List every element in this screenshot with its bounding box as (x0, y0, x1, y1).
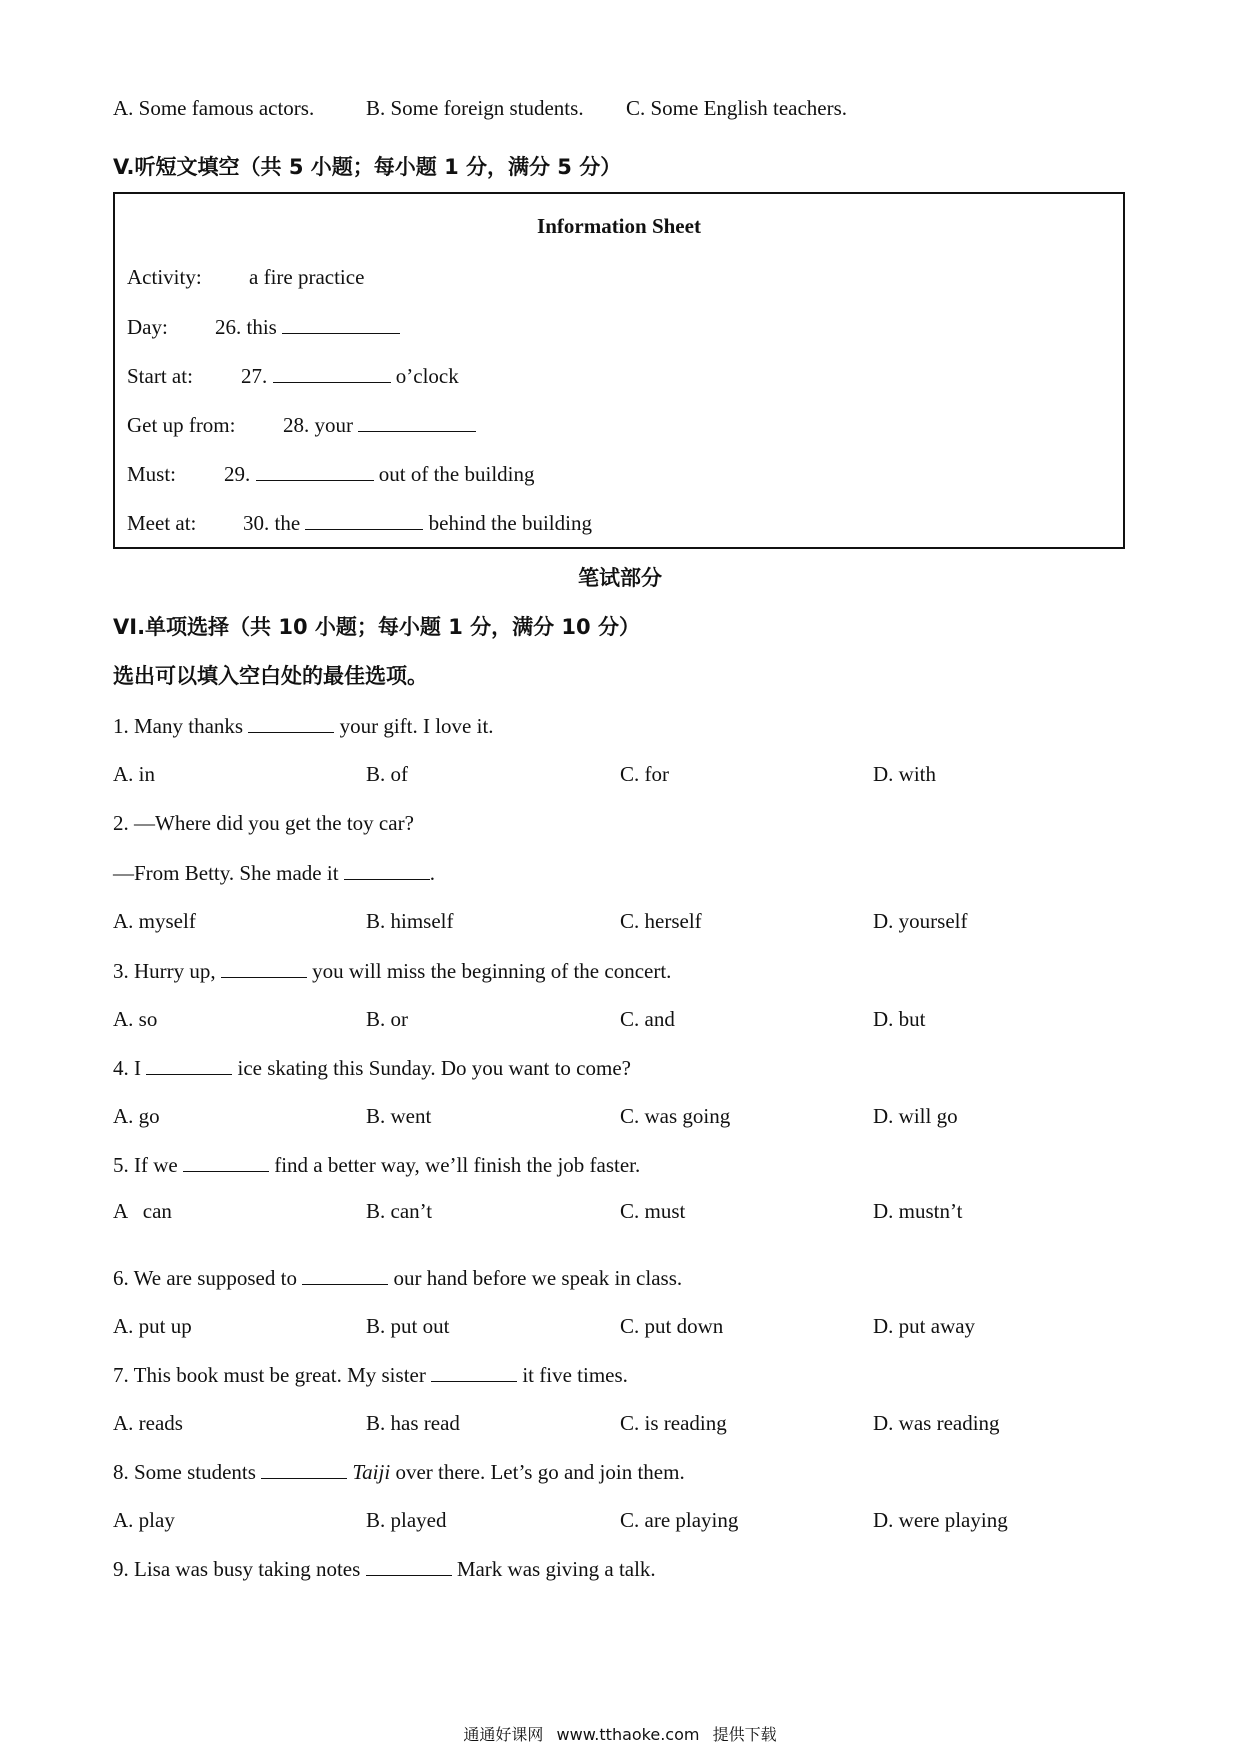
question-2 (113, 810, 414, 836)
answer-blank-q6[interactable] (302, 1264, 388, 1285)
sheet-value: a fire practice (249, 265, 365, 289)
option-c[interactable]: C. put down (620, 1314, 724, 1338)
answer-blank-30[interactable] (305, 509, 423, 530)
question-text: 8. Some students (113, 1460, 256, 1484)
question-6 (113, 1264, 682, 1291)
answer-blank-q5[interactable] (183, 1151, 269, 1172)
option-a[interactable]: A can (113, 1199, 172, 1223)
question-7 (113, 1361, 628, 1388)
answer-blank-29[interactable] (256, 460, 374, 481)
option-b[interactable]: B. played (366, 1508, 447, 1532)
option-a[interactable]: A. myself (113, 909, 196, 933)
option-d[interactable]: D. were playing (873, 1508, 1008, 1532)
question-text-after: you will miss the beginning of the concert. (312, 959, 672, 983)
option-a: A. Some famous actors. (113, 96, 315, 120)
option-c[interactable]: C. and (620, 1007, 675, 1031)
sheet-value: 28. your (283, 413, 353, 437)
sheet-label: Meet at: (127, 511, 197, 535)
option-b[interactable]: B. has read (366, 1411, 460, 1435)
option-a[interactable]: A. put up (113, 1314, 192, 1338)
option-c: C. Some English teachers. (626, 96, 848, 120)
sheet-value: 27. (241, 364, 268, 388)
answer-blank-q7[interactable] (431, 1361, 517, 1382)
question-text: 9. Lisa was busy taking notes (113, 1557, 361, 1581)
question-9 (113, 1555, 656, 1582)
option-b[interactable]: B. went (366, 1104, 432, 1128)
footer-suffix: 提供下载 (712, 1725, 777, 1744)
question-7-options (113, 1410, 1113, 1436)
option-a[interactable]: A. reads (113, 1411, 183, 1435)
question-text-italic: Taiji (352, 1460, 391, 1484)
option-d[interactable]: D. with (873, 762, 936, 786)
option-d[interactable]: D. yourself (873, 909, 968, 933)
answer-blank-27[interactable] (273, 362, 391, 383)
sheet-value-after: o’clock (395, 364, 459, 388)
option-b[interactable]: B. or (366, 1007, 408, 1031)
question-8 (113, 1458, 685, 1485)
sheet-label: Must: (127, 462, 177, 486)
option-d[interactable]: D. put away (873, 1314, 976, 1338)
question-text: 6. We are supposed to (113, 1266, 297, 1290)
answer-blank-26[interactable] (282, 313, 400, 334)
question-5-options (113, 1198, 1113, 1224)
sheet-label: Day: (127, 315, 168, 339)
answer-blank-28[interactable] (358, 411, 476, 432)
question-3 (113, 957, 671, 984)
option-c[interactable]: C. are playing (620, 1508, 739, 1532)
option-c[interactable]: C. for (620, 762, 669, 786)
question-text: 2. —Where did you get the toy car? (113, 811, 414, 835)
question-text: 3. Hurry up, (113, 959, 216, 983)
question-text: 5. If we (113, 1153, 178, 1177)
section-6-instruction: 选出可以填入空白处的最佳选项。 (113, 664, 428, 688)
question-5 (113, 1151, 640, 1178)
question-1 (113, 712, 494, 739)
sheet-label: Start at: (127, 364, 193, 388)
answer-blank-q9[interactable] (366, 1555, 452, 1576)
sheet-row-activity (127, 264, 364, 290)
answer-blank-q8[interactable] (261, 1458, 347, 1479)
sheet-row-start (127, 362, 459, 389)
option-b[interactable]: B. of (366, 762, 408, 786)
question-2-options (113, 908, 1113, 934)
sheet-label: Activity: (127, 265, 202, 289)
option-d[interactable]: D. mustn’t (873, 1199, 963, 1223)
question-text-after: our hand before we speak in class. (393, 1266, 683, 1290)
page-footer (0, 1722, 1240, 1745)
answer-blank-q4[interactable] (146, 1054, 232, 1075)
footer-url[interactable]: www.tthaoke.com (556, 1725, 700, 1744)
information-sheet-title: Information Sheet (537, 214, 701, 238)
question-text-after: find a better way, we’ll finish the job faster. (274, 1153, 641, 1177)
sheet-value: 26. this (215, 315, 277, 339)
section-5-heading: V.听短文填空（共 5 小题；每小题 1 分，满分 5 分） (113, 155, 622, 179)
question-text-after: ice skating this Sunday. Do you want to come? (237, 1056, 631, 1080)
sheet-value-after: out of the building (378, 462, 535, 486)
option-c[interactable]: C. is reading (620, 1411, 727, 1435)
question-4 (113, 1054, 631, 1081)
answer-blank-q2[interactable] (344, 859, 430, 880)
option-b: B. Some foreign students. (366, 96, 584, 120)
question-3-options (113, 1006, 1113, 1032)
question-text-after: . (429, 861, 436, 885)
option-b[interactable]: B. put out (366, 1314, 450, 1338)
information-sheet (113, 192, 1125, 549)
question-text-after: over there. Let’s go and join them. (395, 1460, 685, 1484)
option-a[interactable]: A. go (113, 1104, 160, 1128)
option-b[interactable]: B. can’t (366, 1199, 433, 1223)
option-d[interactable]: D. was reading (873, 1411, 1000, 1435)
question-text-after: your gift. I love it. (339, 714, 494, 738)
option-c[interactable]: C. was going (620, 1104, 731, 1128)
written-part-heading: 笔试部分 (578, 566, 662, 590)
sheet-row-day (127, 313, 400, 340)
option-c[interactable]: C. must (620, 1199, 686, 1223)
option-d[interactable]: D. will go (873, 1104, 958, 1128)
sheet-value: 30. the (243, 511, 301, 535)
question-text: 1. Many thanks (113, 714, 244, 738)
answer-blank-q3[interactable] (221, 957, 307, 978)
question-text-after: it five times. (522, 1363, 628, 1387)
option-a[interactable]: A. so (113, 1007, 158, 1031)
footer-site-name: 通通好课网 (463, 1725, 544, 1744)
sheet-value-after: behind the building (428, 511, 592, 535)
option-c[interactable]: C. herself (620, 909, 702, 933)
sheet-label: Get up from: (127, 413, 236, 437)
answer-blank-q1[interactable] (248, 712, 334, 733)
option-a[interactable]: A. in (113, 762, 155, 786)
question-2-line-2 (113, 859, 435, 886)
question-1-options (113, 761, 1113, 787)
prev-question-options (113, 95, 1113, 121)
question-6-options (113, 1313, 1113, 1339)
sheet-row-get-up (127, 411, 476, 438)
option-d[interactable]: D. but (873, 1007, 926, 1031)
question-8-options (113, 1507, 1113, 1533)
option-b[interactable]: B. himself (366, 909, 454, 933)
sheet-row-must (127, 460, 535, 487)
question-text: 4. I (113, 1056, 141, 1080)
sheet-row-meet (127, 509, 592, 536)
sheet-value: 29. (224, 462, 251, 486)
question-text: —From Betty. She made it (113, 861, 339, 885)
option-a[interactable]: A. play (113, 1508, 175, 1532)
section-6-heading: VI.单项选择（共 10 小题；每小题 1 分，满分 10 分） (113, 615, 640, 639)
question-text-after: Mark was giving a talk. (456, 1557, 656, 1581)
question-4-options (113, 1103, 1113, 1129)
question-text: 7. This book must be great. My sister (113, 1363, 426, 1387)
